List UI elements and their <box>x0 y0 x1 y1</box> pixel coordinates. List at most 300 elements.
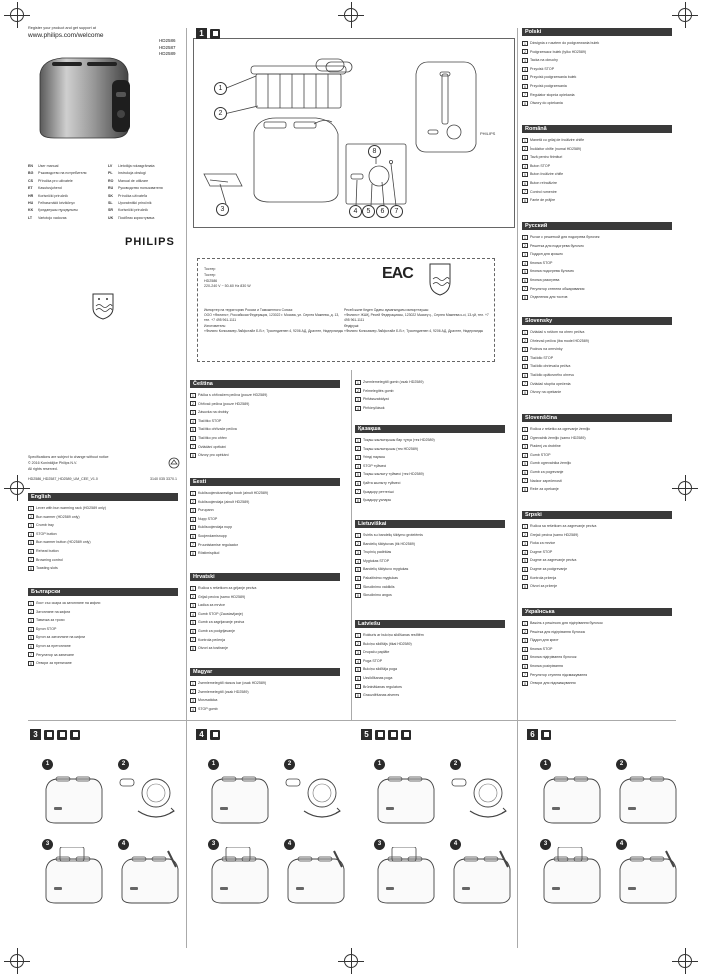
section-number: 3 <box>30 729 41 740</box>
part-list-item <box>190 696 340 705</box>
part-label: Drupaču paplāte <box>363 650 390 655</box>
part-number: 5 <box>522 75 528 80</box>
part-label: Pirításszabályzó <box>363 397 390 402</box>
part-label: Browning control <box>36 557 63 562</box>
step-number: 2 <box>450 759 461 770</box>
part-label: Zásuvka na drobky <box>198 410 229 415</box>
section-title: Eesti <box>190 478 340 486</box>
callout-4: 4 <box>349 205 362 218</box>
part-list-item <box>28 599 178 608</box>
toaster-icon <box>401 730 411 740</box>
part-list-item <box>522 485 672 494</box>
part-list-item <box>522 380 672 389</box>
part-list-item <box>28 538 178 547</box>
section-title: Български <box>28 588 178 596</box>
part-label: Poga STOP <box>363 658 383 663</box>
part-list-item <box>190 498 340 507</box>
part-list-item <box>522 354 672 363</box>
part-list-item <box>190 584 340 593</box>
part-number: 2 <box>522 629 528 634</box>
part-number: 5 <box>522 269 528 274</box>
part-label: Otvory pro opékání <box>198 453 229 458</box>
toaster-front-label: PHILIPS <box>480 131 496 136</box>
part-number: 3 <box>28 618 34 623</box>
part-label: Toasting slots <box>36 566 58 571</box>
doc-code: HD2586_HD2587_HD2589_UM_CEE_V1.0 <box>28 477 98 481</box>
part-number: 4 <box>522 164 528 169</box>
section-title: Srpski <box>522 511 672 519</box>
part-number: 3 <box>522 347 528 352</box>
language-list-left: EN User manual BG Ръководство на потребителя CS Příručka pro uživatele ET Kasutusjuhend HR Korisnički priručnik HU Felhasználói kézikönyv KK Қолданушы нұсқаулығы LT Vartotojo vadovas <box>28 164 87 220</box>
part-number: 1 <box>28 601 34 606</box>
part-label: Felmelegítés gomb <box>363 388 394 393</box>
part-number: 7 <box>190 542 196 547</box>
philips-shield-icon <box>428 262 452 296</box>
part-label: Otvory na opekanie <box>530 390 562 395</box>
part-label: Tlačítko STOP <box>198 418 222 423</box>
part-list-item <box>28 659 178 668</box>
part-number: 2 <box>190 499 196 504</box>
part-number: 6 <box>522 181 528 186</box>
part-list-item <box>522 145 672 154</box>
part-number: 1 <box>355 533 361 538</box>
part-number: 2 <box>355 641 361 646</box>
part-number: 2 <box>28 609 34 614</box>
part-list-item <box>190 601 340 610</box>
part-number: 3 <box>190 603 196 608</box>
part-list <box>190 489 340 558</box>
part-list <box>522 328 672 397</box>
part-list-item <box>355 631 505 640</box>
part-label: Bulciņu sildītājs (tikai HD2589) <box>363 641 412 646</box>
part-label: Кнопка розігрівання <box>530 663 563 668</box>
part-list-item <box>522 65 672 74</box>
section-title: Қазақша <box>355 425 505 433</box>
part-label: Tacka na okruchy <box>530 58 558 63</box>
part-list-item <box>522 679 672 688</box>
part-label: Отвори за препичане <box>36 661 72 666</box>
part-number: 6 <box>28 549 34 554</box>
importer-ru: Импортер на территорию России и Таможенного Союза: ООО «Филипс», Российская Федерация, 123022 г. Москва, ул. Сергея Макеева, д. 13, тел. +7 495 961-1111 Изготовитель: «Филипс Консьюмер Лайфстайл Б.В.», Туссендиепен 4, 9206 АД, Драхтен, Нидерланды <box>204 308 344 333</box>
gear-icon <box>57 730 67 740</box>
step-number: 3 <box>374 839 385 850</box>
part-number: 7 <box>522 381 528 386</box>
part-label: Trupinių padėklas <box>363 550 392 555</box>
part-number: 1 <box>522 427 528 432</box>
part-list <box>190 391 340 460</box>
part-list-item <box>355 445 505 454</box>
part-number: 8 <box>522 681 528 686</box>
section-number: 5 <box>361 729 372 740</box>
part-list-item <box>355 395 505 404</box>
part-label: Решітка для підігрівання булочок <box>530 629 586 634</box>
part-label: Ovládání opékání <box>198 444 227 449</box>
part-list-item <box>190 425 340 434</box>
part-number: 7 <box>190 637 196 642</box>
part-list <box>28 504 178 573</box>
part-number: 2 <box>355 388 361 393</box>
part-list-item <box>355 657 505 666</box>
part-number: 1 <box>190 681 196 686</box>
part-number: 1 <box>522 41 528 46</box>
part-number: 5 <box>28 635 34 640</box>
part-list-item <box>522 548 672 557</box>
part-label: Қайта жылыту түймесі <box>363 480 401 485</box>
step-illustration <box>40 847 110 909</box>
part-label: STOP button <box>36 531 57 536</box>
step-illustration <box>206 767 276 829</box>
part-number: 3 <box>190 508 196 513</box>
recycle-icon <box>168 457 180 469</box>
part-number: 4 <box>190 707 196 712</box>
footer-note: Specifications are subject to change without notice © 2016 Koninklijke Philips N.V. All rights reserved. <box>28 455 109 471</box>
part-list-item <box>522 242 672 251</box>
part-list-item <box>522 539 672 548</box>
part-list-item <box>190 610 340 619</box>
step-number: 4 <box>450 839 461 850</box>
step-illustration <box>206 847 276 909</box>
registration-mark <box>672 948 698 974</box>
part-number: 6 <box>355 576 361 581</box>
part-label: Przycisk podgrzewania bułek <box>530 75 577 80</box>
part-label: Bun warmer (HD2589 only) <box>36 514 80 519</box>
step-illustration <box>448 767 518 829</box>
doc-number: 3140 035 3370.1 <box>150 477 177 481</box>
step-number: 2 <box>616 759 627 770</box>
part-label: Кнопка підігрівання булочок <box>530 655 577 660</box>
part-list-item <box>190 443 340 452</box>
part-number: 7 <box>355 584 361 589</box>
section-title: English <box>28 493 178 501</box>
part-number: 8 <box>522 390 528 395</box>
part-list-item <box>190 636 340 645</box>
part-label: Поддон для крошек <box>530 252 563 257</box>
part-list-item <box>522 459 672 468</box>
part-list-item <box>190 644 340 653</box>
section-number: 1 <box>196 28 207 39</box>
part-label: Pirítónyílások <box>363 405 385 410</box>
callout-5: 5 <box>362 205 375 218</box>
part-list-item <box>355 479 505 488</box>
part-list-item <box>190 523 340 532</box>
part-label: Mygtukas STOP <box>363 558 390 563</box>
part-label: Kuklisoojendaja (ainult HD2589) <box>198 499 250 504</box>
part-list-item <box>522 153 672 162</box>
part-list-item <box>355 387 505 396</box>
part-label: Tlačítko pro ohřev <box>198 435 227 440</box>
part-number: 7 <box>28 557 34 562</box>
part-number: 1 <box>522 524 528 529</box>
model-number: HD2586 <box>159 38 176 43</box>
part-list <box>355 631 505 700</box>
part-label: Przycisk STOP <box>530 66 555 71</box>
part-label: Kontrola prženja <box>530 575 557 580</box>
part-list-item <box>522 434 672 443</box>
part-list-item <box>28 547 178 556</box>
model-number: HD2589 <box>159 51 176 56</box>
part-list-item <box>522 556 672 565</box>
part-label: Röstimispilud <box>198 551 220 556</box>
part-list-item <box>522 531 672 540</box>
part-number: 4 <box>355 559 361 564</box>
part-list-item <box>522 442 672 451</box>
part-list-item <box>355 648 505 657</box>
part-label: Bandelių šildytuvo mygtukas <box>363 567 409 572</box>
part-number: 5 <box>522 364 528 369</box>
part-label: Ohřívač pečiva (pouze HD2589) <box>198 401 250 406</box>
part-label: Gumb za pogrevanje <box>530 469 564 474</box>
eac-mark: EAC <box>382 265 413 282</box>
part-number: 2 <box>355 446 361 451</box>
part-list-item <box>190 506 340 515</box>
part-label: Grijač peciva (samo HD2589) <box>198 594 246 599</box>
part-list-item <box>522 259 672 268</box>
part-list-item <box>190 549 340 558</box>
part-label: Control rumenire <box>530 189 557 194</box>
part-label: Tavă pentru firimituri <box>530 155 563 160</box>
part-list-item <box>522 345 672 354</box>
part-list-item <box>522 233 672 242</box>
part-list-item <box>522 337 672 346</box>
part-number: 1 <box>190 491 196 496</box>
part-number: 3 <box>522 541 528 546</box>
part-label: Zsemlemelegítő (csak HD2589) <box>198 689 249 694</box>
website-url[interactable]: www.philips.com/welcome <box>28 32 104 39</box>
part-number: 8 <box>522 487 528 492</box>
part-label: Регулатор за запичане <box>36 652 74 657</box>
section-title: Русский <box>522 222 672 230</box>
part-number: 6 <box>522 470 528 475</box>
part-label: Fioka za mrvice <box>530 541 556 546</box>
step-number: 4 <box>616 839 627 850</box>
part-label: Кнопка STOP <box>530 260 553 265</box>
part-label: Важіль з решіткою для підігрівання булочок <box>530 621 603 625</box>
hand-icon <box>210 29 220 39</box>
step-number: 1 <box>540 759 551 770</box>
step-illustration <box>448 847 518 909</box>
step-illustration <box>614 847 684 909</box>
part-label: Ladica za mrvice <box>198 603 225 608</box>
part-list-item <box>522 48 672 57</box>
part-number: 4 <box>28 627 34 632</box>
part-label: Решетка для подогрева булочек <box>530 243 584 248</box>
part-label: Dugme STOP <box>530 549 553 554</box>
brand-wordmark: PHILIPS <box>125 236 175 248</box>
part-number: 7 <box>522 575 528 580</box>
part-number: 5 <box>190 620 196 625</box>
cleaning-icon <box>541 730 551 740</box>
step-number: 4 <box>118 839 129 850</box>
section-title: Magyar <box>190 668 340 676</box>
part-label: Skrudinimo angos <box>363 593 392 598</box>
part-number: 1 <box>190 393 196 398</box>
step-number: 1 <box>42 759 53 770</box>
gear-icon <box>388 730 398 740</box>
part-number: 8 <box>522 295 528 300</box>
part-number: 2 <box>522 49 528 54</box>
part-list-item <box>28 564 178 573</box>
part-label: Pruunistamise regulaator <box>198 542 238 547</box>
part-list-item <box>355 378 505 387</box>
part-list-item <box>190 489 340 498</box>
section-title: Slovensky <box>522 317 672 325</box>
step-number: 3 <box>540 839 551 850</box>
part-number: 6 <box>522 567 528 572</box>
part-list-item <box>522 99 672 108</box>
part-list <box>522 233 672 302</box>
part-list-item <box>522 565 672 574</box>
part-number: 7 <box>522 92 528 97</box>
part-number: 4 <box>522 453 528 458</box>
part-label: Ročica z rešetko za ogrevanje žemljic <box>530 427 591 431</box>
part-label: Pladenj za drobtine <box>530 444 561 449</box>
part-label: Skrudinimo valdiklis <box>363 584 395 589</box>
part-label: Încălzitor chifle (numai HD2589) <box>530 146 582 151</box>
part-label: Затопляне на кифли <box>36 609 71 614</box>
part-label: Қыздыру ұялары <box>363 498 392 503</box>
callout-1: 1 <box>214 82 227 95</box>
part-label: Gumb STOP (Zaustavljanje) <box>198 611 244 616</box>
part-number: 6 <box>522 278 528 283</box>
part-number: 1 <box>522 235 528 240</box>
registration-mark <box>4 948 30 974</box>
part-list-item <box>28 530 178 539</box>
part-label: Dugme za podgrevanje <box>530 566 568 571</box>
part-number: 3 <box>522 444 528 449</box>
part-list-item <box>355 565 505 574</box>
part-label: Otvori za prženje <box>530 584 558 589</box>
part-list <box>522 425 672 494</box>
part-list-item <box>355 436 505 445</box>
part-label: Grauzdēšanas atveres <box>363 693 400 698</box>
part-number: 5 <box>522 461 528 466</box>
part-label: Manetă cu grilaj de încălzire chifle <box>530 138 585 142</box>
part-list-item <box>355 540 505 549</box>
part-number: 1 <box>522 621 528 626</box>
part-list-item <box>190 417 340 426</box>
part-label: Otvori za tostiranje <box>198 646 228 651</box>
part-number: 6 <box>190 436 196 441</box>
part-number: 3 <box>28 523 34 528</box>
part-label: Піддон для крихт <box>530 638 559 643</box>
part-number: 6 <box>190 629 196 634</box>
part-label: Ohrievač pečiva (iba model HD2589) <box>530 338 589 343</box>
part-list-item <box>355 583 505 592</box>
part-number: 1 <box>355 438 361 443</box>
part-label: Gumb ogrevalnika žemljic <box>530 461 572 466</box>
part-number: 4 <box>190 517 196 522</box>
part-number: 5 <box>28 540 34 545</box>
part-list-item <box>190 391 340 400</box>
part-label: Ovládač stupňa opečenia <box>530 381 571 386</box>
part-list-item <box>190 408 340 417</box>
part-list-item <box>522 162 672 171</box>
part-list-item <box>355 683 505 692</box>
part-number: 7 <box>355 684 361 689</box>
part-number: 6 <box>522 664 528 669</box>
part-list-item <box>522 73 672 82</box>
part-label: Үгінді науасы <box>363 455 386 460</box>
part-number: 3 <box>355 650 361 655</box>
section-4-header <box>196 729 220 740</box>
part-list <box>355 436 505 505</box>
part-label: Regulator stopnia opiekania <box>530 92 575 97</box>
registration-mark <box>338 948 364 974</box>
part-number: 2 <box>190 689 196 694</box>
part-label: Buton încălzire chifle <box>530 172 564 177</box>
part-list <box>355 378 505 412</box>
part-list-item <box>522 477 672 486</box>
part-list-item <box>355 404 505 413</box>
part-label: Тоқаш жылыту түймесі (тек HD2589) <box>363 472 424 477</box>
part-list-item <box>28 642 178 651</box>
part-number: 8 <box>355 498 361 503</box>
part-list-item <box>355 665 505 674</box>
part-list-item <box>522 82 672 91</box>
philips-shield-icon <box>91 292 115 320</box>
part-list <box>190 584 340 653</box>
part-number: 6 <box>28 644 34 649</box>
part-number: 7 <box>190 444 196 449</box>
part-label: Przycisk podgrzewania <box>530 83 567 88</box>
part-list-item <box>28 504 178 513</box>
part-number: 5 <box>355 667 361 672</box>
registration-mark <box>672 475 698 501</box>
part-list-item <box>190 593 340 602</box>
part-number: 7 <box>522 189 528 194</box>
part-label: Бутон STOP <box>36 626 57 631</box>
step-illustration <box>282 767 352 829</box>
part-label: Tlačidlo ohrievača pečiva <box>530 364 571 369</box>
part-label: Gumb za zagrijavanje peciva <box>198 620 245 625</box>
part-label: Kontrola pečenja <box>198 637 225 642</box>
step-number: 1 <box>374 759 385 770</box>
part-number: 3 <box>522 155 528 160</box>
part-number: 8 <box>355 693 361 698</box>
part-number: 5 <box>190 427 196 432</box>
part-label: STOP түймесі <box>363 463 387 468</box>
part-label: Bandelių šildytuvas (tik HD2589) <box>363 541 415 546</box>
part-label: Zsemlemelegítő rácsos kar (csak HD2589) <box>198 681 267 685</box>
power-rating: Тостер Тостер HD2586 220-240 V ~ 50-60 Hz 830 W <box>204 267 251 289</box>
step-number: 2 <box>284 759 295 770</box>
part-label: Otwory do opiekania <box>530 101 563 106</box>
part-label: Nupp STOP <box>198 516 218 521</box>
bun-icon <box>210 730 220 740</box>
language-list-right: LV Lietotāja rokasgrāmata PL Instrukcja obsługi RO Manual de utilizare RU Руководство пользователя SK Príručka užívateľa SL Uporabniški priročnik SR Korisnički priručnik UK Посібник користувача <box>108 164 163 220</box>
part-list-item <box>190 451 340 460</box>
part-label: Purupann <box>198 508 214 513</box>
part-list-item <box>28 625 178 634</box>
part-number: 5 <box>355 567 361 572</box>
part-number: 4 <box>522 67 528 72</box>
step-illustration <box>372 847 442 909</box>
part-list-item <box>190 688 340 697</box>
part-number: 7 <box>522 286 528 291</box>
part-label: Бутон за претопляне <box>36 643 71 648</box>
step-illustration <box>372 767 442 829</box>
part-list-item <box>522 662 672 671</box>
section-title: Slovenščina <box>522 414 672 422</box>
part-list <box>522 522 672 591</box>
exploded-toaster-drawing <box>196 44 512 226</box>
part-list <box>190 679 340 713</box>
fold-line <box>28 720 676 721</box>
part-number: 2 <box>522 146 528 151</box>
part-label: Pakaitinimo mygtukas <box>363 575 398 580</box>
part-list-item <box>190 400 340 409</box>
part-label: Reheat button <box>36 548 59 553</box>
